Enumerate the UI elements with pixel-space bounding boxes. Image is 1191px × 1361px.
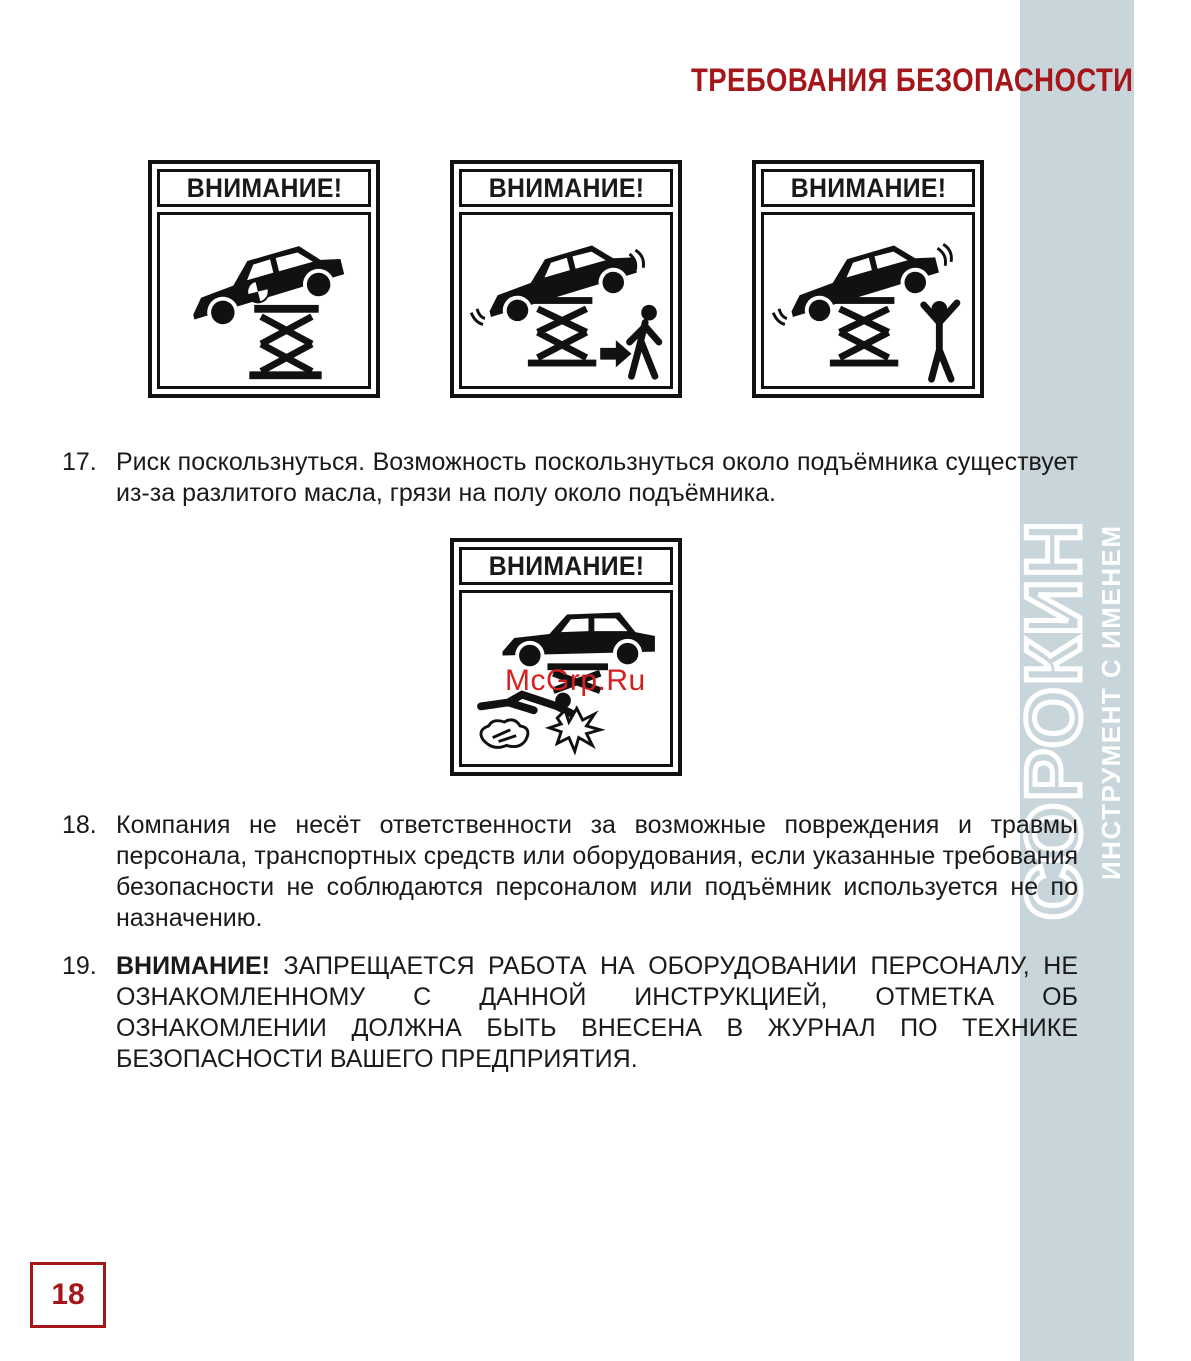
- page-title: ТРЕБОВАНИЯ БЕЗОПАСНОСТИ: [690, 62, 1133, 98]
- item-text: ЗАПРЕЩАЕТСЯ РАБОТА НА ОБОРУДОВАНИИ ПЕРСОНАЛУ, НЕ ОЗНАКОМЛЕННОМУ С ДАННОЙ ИНСТРУКЦИЕЙ, ОТМЕТКА ОБ ОЗНАКОМЛЕНИИ ДОЛЖНА БЫТЬ ВНЕСЕНА В ЖУРНАЛ ПО ТЕХНИКЕ БЕЗОПАСНОСТИ ВАШЕГО ПРЕДПРИЯТИЯ.: [116, 952, 1078, 1073]
- watermark: McGrp.Ru: [505, 664, 646, 697]
- brand-tagline: ИНСТРУМЕНТ С ИМЕНЕМ: [1096, 524, 1126, 880]
- warning-sign-heading: ВНИМАНИЕ!: [488, 550, 644, 581]
- page-number-text: 18: [51, 1278, 85, 1311]
- item-text: Риск поскользнуться. Возможность поскользнуться около подъёмника существует из-за разлитого масла, грязи на полу около подъёмника.: [116, 448, 1078, 507]
- list-item-18: [62, 810, 1078, 934]
- warning-sign-heading: ВНИМАНИЕ!: [790, 172, 946, 203]
- list-item-17: [62, 447, 1078, 509]
- item-number: 17.: [62, 448, 97, 476]
- item-text: Компания не несёт ответственности за возможные повреждения и травмы персонала, транспортных средств или оборудования, если указанные требования безопасности не соблюдаются персоналом или подъёмник используется не по назначению.: [116, 811, 1078, 932]
- car-falling-person-walking-away-icon: [462, 215, 670, 386]
- page-number: [30, 1262, 106, 1328]
- warning-sign-2: [450, 160, 682, 398]
- item-bold-prefix: ВНИМАНИЕ!: [116, 952, 270, 980]
- warning-sign-heading: ВНИМАНИЕ!: [186, 172, 342, 203]
- warning-sign-4: [450, 538, 682, 776]
- warning-sign-1: [148, 160, 380, 398]
- item-number: 18.: [62, 811, 97, 839]
- warning-sign-3: [752, 160, 984, 398]
- brand-logo-text: СОРОКИН: [1009, 519, 1097, 920]
- car-falling-on-person-icon: [764, 215, 972, 386]
- list-item-19: [62, 951, 1078, 1075]
- warning-sign-heading: ВНИМАНИЕ!: [488, 172, 644, 203]
- item-number: 19.: [62, 952, 97, 980]
- car-off-balance-on-lift-icon: [160, 215, 368, 386]
